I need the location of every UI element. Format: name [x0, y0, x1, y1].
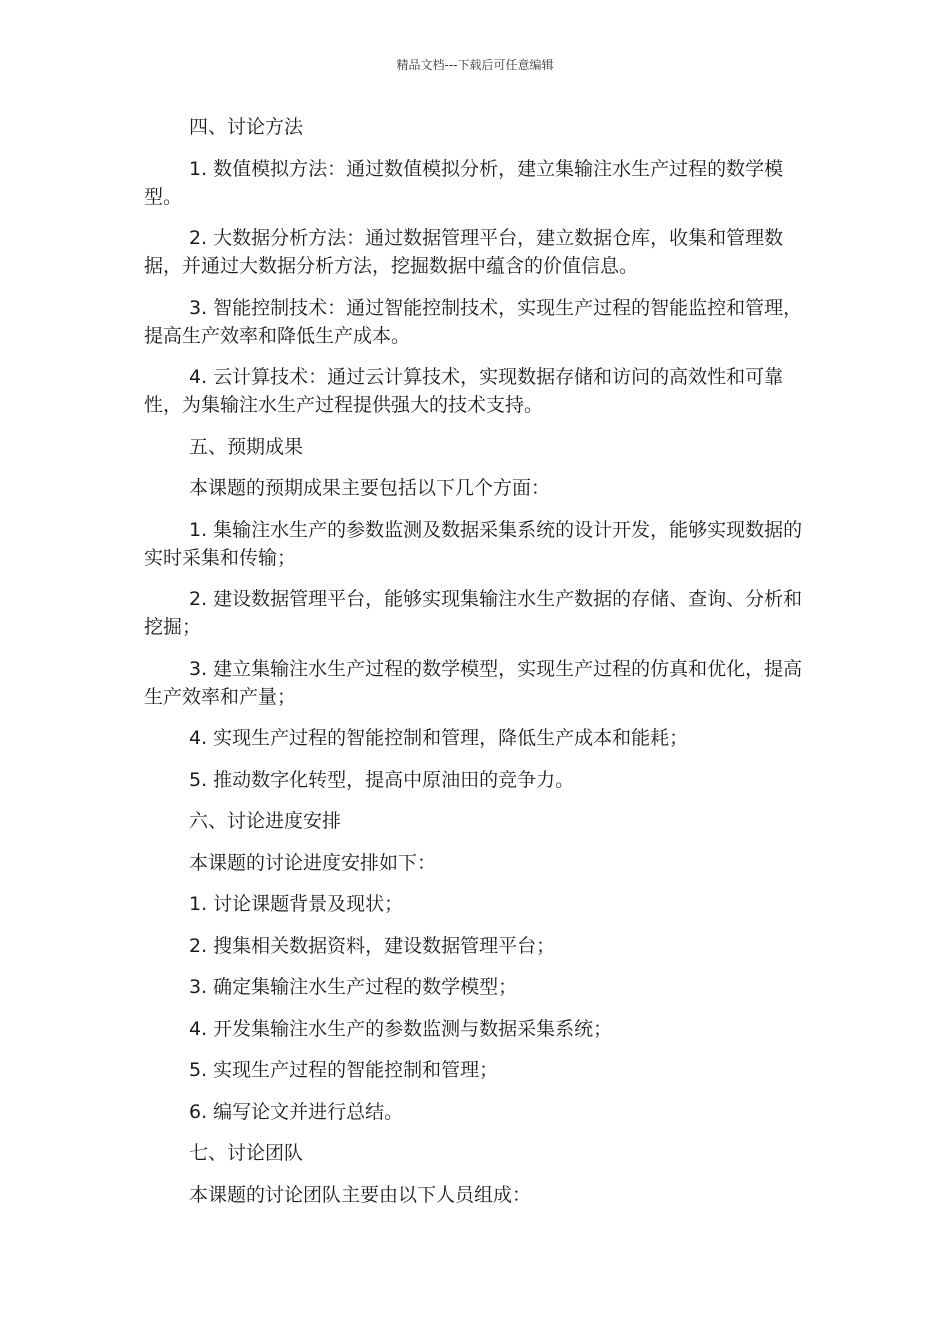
method-item: 4. 云计算技术：通过云计算技术，实现数据存储和访问的高效性和可靠性，为集输注水生产过程提供强大的技术支持。 — [144, 366, 784, 416]
outcomes-intro: 本课题的预期成果主要包括以下几个方面： — [189, 477, 551, 499]
page-header: 精品文档---下载后可任意编辑 — [396, 58, 554, 72]
schedule-intro: 本课题的讨论进度安排如下： — [189, 851, 437, 874]
section-heading-team: 七、讨论团队 — [189, 1142, 304, 1164]
schedule-item: 1. 讨论课题背景及现状； — [189, 893, 404, 915]
team-intro: 本课题的讨论团队主要由以下人员组成： — [189, 1183, 532, 1206]
method-item: 2. 大数据分析方法：通过数据管理平台，建立数据仓库，收集和管理数据，并通过大数据分析方法，挖掘数据中蕴含的价值信息。 — [144, 227, 784, 277]
section-heading-methods: 四、讨论方法 — [189, 116, 304, 138]
section-heading-outcomes: 五、预期成果 — [189, 435, 304, 458]
schedule-item: 3. 确定集输注水生产过程的数学模型； — [189, 976, 518, 998]
method-item: 1. 数值模拟方法：通过数值模拟分析，建立集输注水生产过程的数学模型。 — [144, 157, 784, 208]
method-item: 3. 智能控制技术：通过智能控制技术，实现生产过程的智能监控和管理，提高生产效率和降低生产成本。 — [144, 296, 803, 347]
outcome-item: 5. 推动数字化转型，提高中原油田的竞争力。 — [189, 768, 575, 791]
schedule-item: 5. 实现生产过程的智能控制和管理； — [189, 1059, 499, 1081]
section-heading-schedule: 六、讨论进度安排 — [189, 810, 342, 832]
schedule-item: 2. 搜集相关数据资料，建设数据管理平台； — [189, 934, 556, 957]
outcome-item: 3. 建立集输注水生产过程的数学模型，实现生产过程的仿真和优化，提高生产效率和产量； — [144, 657, 803, 708]
schedule-item: 4. 开发集输注水生产的参数监测与数据采集系统； — [189, 1017, 613, 1040]
document-body — [144, 113, 812, 1222]
outcome-item: 4. 实现生产过程的智能控制和管理，降低生产成本和能耗； — [189, 727, 689, 749]
outcome-item: 2. 建设数据管理平台，能够实现集输注水生产数据的存储、查询、分析和挖掘； — [144, 588, 803, 638]
schedule-item: 6. 编写论文并进行总结。 — [189, 1100, 404, 1123]
outcome-item: 1. 集输注水生产的参数监测及数据采集系统的设计开发，能够实现数据的实时采集和传输； — [144, 518, 803, 569]
